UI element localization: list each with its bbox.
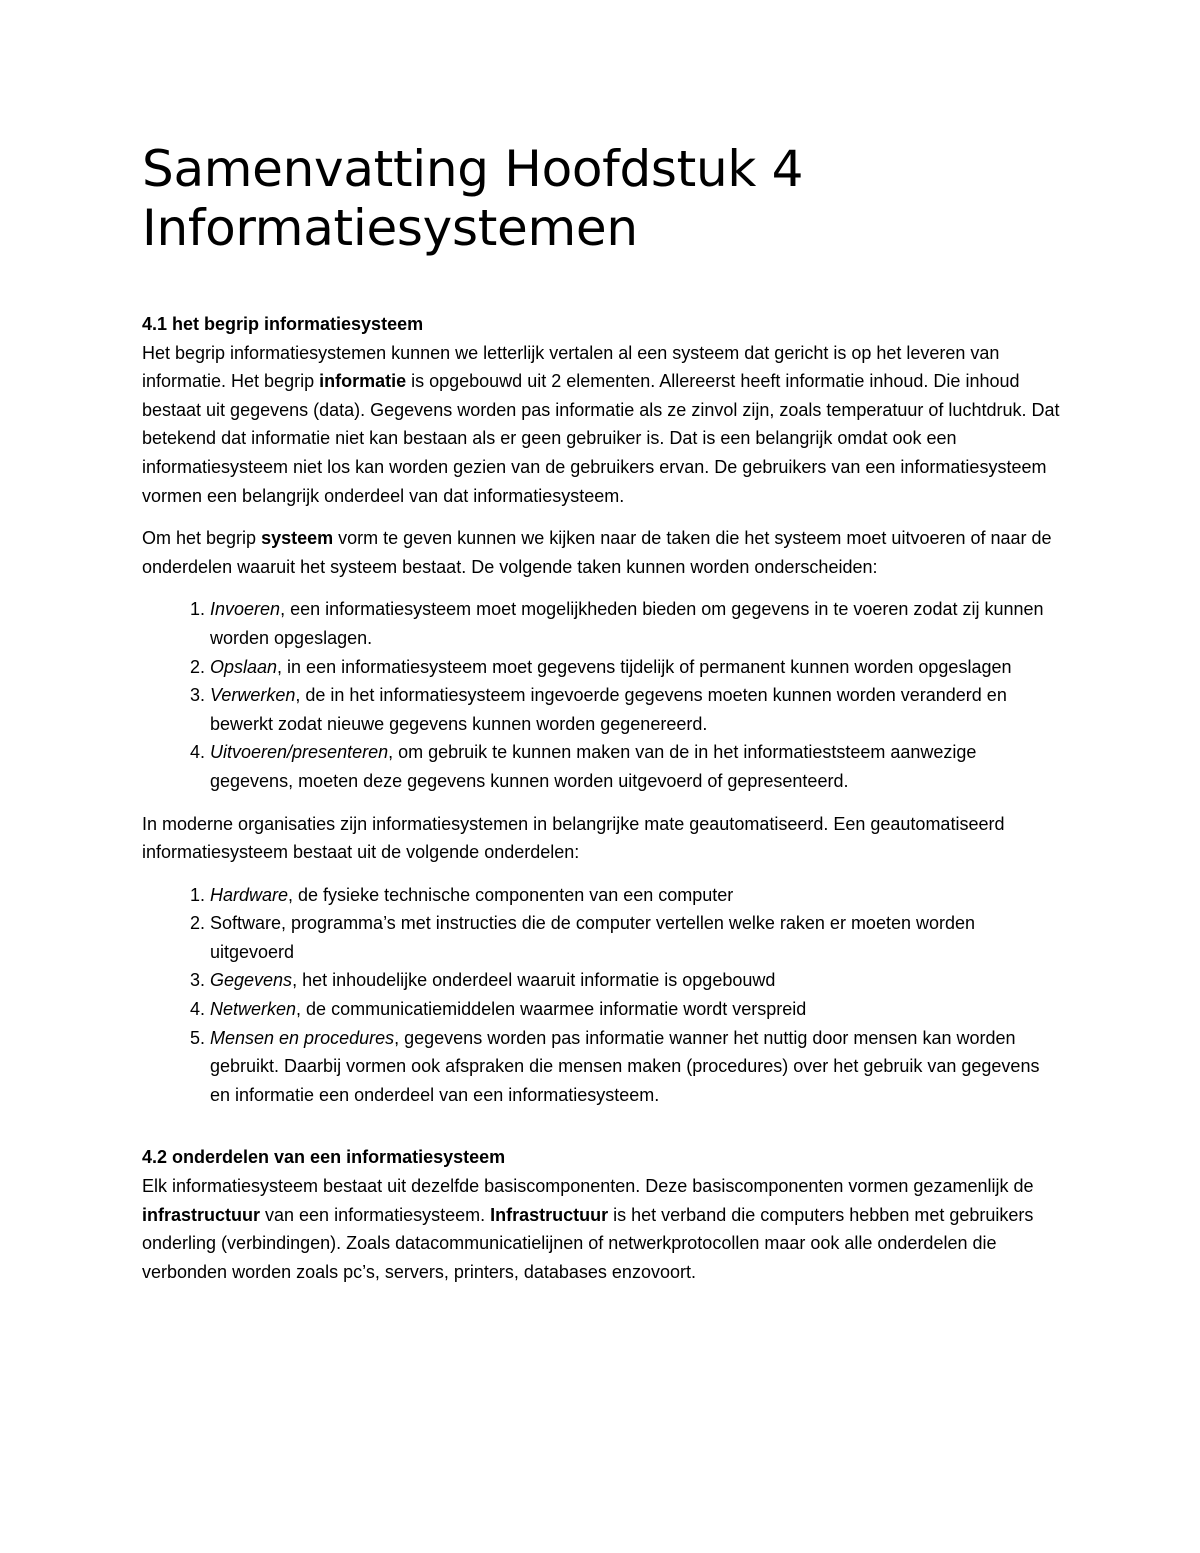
italic-term: Hardware [210,884,289,905]
italic-term: Invoeren [210,599,281,620]
paragraph: Elk informatiesysteem bestaat uit dezelfde basiscomponenten. Deze basiscomponenten vormen gezamenlijk de infrastructuur van een informatiesysteem. Infrastructuur is het verband die computers hebben met gebruikers onderling (verbindingen). Zoals datacommunicatielijnen of netwerkprotocollen maar ook alle onderdelen die verbonden worden zoals pc’s, servers, printers, databases enzovoort. [142,1176,1034,1282]
list-item: 4. Netwerken, de communicatiemiddelen waarmee informatie wordt verspreid [210,995,1062,1024]
document-page [142,140,1062,1300]
bold-term: infrastructuur [142,1204,261,1225]
list-item: 1. Hardware, de fysieke technische componenten van een computer [210,881,1062,910]
task-list [142,595,1062,795]
title-line-1: Samenvatting Hoofdstuk 4 [142,140,804,198]
section-heading: 4.1 het begrip informatiesysteem [142,314,424,334]
italic-term: Gegevens [210,970,293,991]
list-item: 1. Invoeren, een informatiesysteem moet mogelijkheden bieden om gegevens in te voeren zodat zij kunnen worden opgeslagen. [210,595,1062,652]
list-item: 4. Uitvoeren/presenteren, om gebruik te kunnen maken van de in het informatieststeem aanwezige gegevens, moeten deze gegevens kunnen worden uitgevoerd of gepresenteerd. [210,738,1062,795]
italic-term: Verwerken [210,685,296,706]
list-item: 5. Mensen en procedures, gegevens worden pas informatie wanner het nuttig door mensen kan worden gebruikt. Daarbij vormen ook afspraken die mensen maken (procedures) over het gebruik van gegevens en informatie een onderdeel van een informatiesysteem. [210,1024,1062,1110]
title-line-2: Informatiesystemen [142,199,638,257]
paragraph: In moderne organisaties zijn informatiesystemen in belangrijke mate geautomatiseerd. Een geautomatiseerd informatiesysteem bestaat uit de volgende onderdelen: [142,813,1005,863]
section-4-1 [142,310,1062,1109]
list-item: 2. Software, programma’s met instructies die de computer vertellen welke raken er moeten worden uitgevoerd [210,909,1062,966]
bold-term: informatie [319,371,407,392]
document-title [142,140,1062,258]
paragraph: Om het begrip systeem vorm te geven kunnen we kijken naar de taken die het systeem moet uitvoeren of naar de onderdelen waaruit het systeem bestaat. De volgende taken kunnen worden onderscheiden: [142,528,1052,577]
section-4-2 [142,1143,1062,1286]
bold-term: Infrastructuur [490,1204,609,1225]
spacer [142,1123,1062,1143]
list-item: 3. Gegevens, het inhoudelijke onderdeel waaruit informatie is opgebouwd [210,966,1062,995]
italic-term: Netwerken [210,999,297,1020]
section-heading: 4.2 onderdelen van een informatiesysteem [142,1147,506,1168]
italic-term: Uitvoeren/presenteren [210,742,389,763]
list-item: 2. Opslaan, in een informatiesysteem moet gegevens tijdelijk of permanent kunnen worden opgeslagen [210,653,1062,682]
italic-term: Opslaan [210,656,278,677]
component-list [142,881,1062,1110]
italic-term: Mensen en procedures [210,1027,395,1048]
list-item: 3. Verwerken, de in het informatiesysteem ingevoerde gegevens moeten kunnen worden veranderd en bewerkt zodat nieuwe gegevens kunnen worden gegenereerd. [210,681,1062,738]
bold-term: systeem [261,528,334,549]
paragraph: Het begrip informatiesystemen kunnen we letterlijk vertalen al een systeem dat gericht is op het leveren van informatie. Het begrip informatie is opgebouwd uit 2 elementen. Allereerst heeft informatie inhoud. Die inhoud bestaat uit gegevens (data). Gegevens worden pas informatie als ze zinvol zijn, zoals temperatuur of luchtdruk. Dat betekend dat informatie niet kan bestaan als er geen gebruiker is. Dat is een belangrijk omdat ook een informatiesysteem niet los kan worden gezien van de gebruikers ervan. De gebruikers van een informatiesysteem vormen een belangrijk onderdeel van dat informatiesysteem. [142,342,1060,506]
